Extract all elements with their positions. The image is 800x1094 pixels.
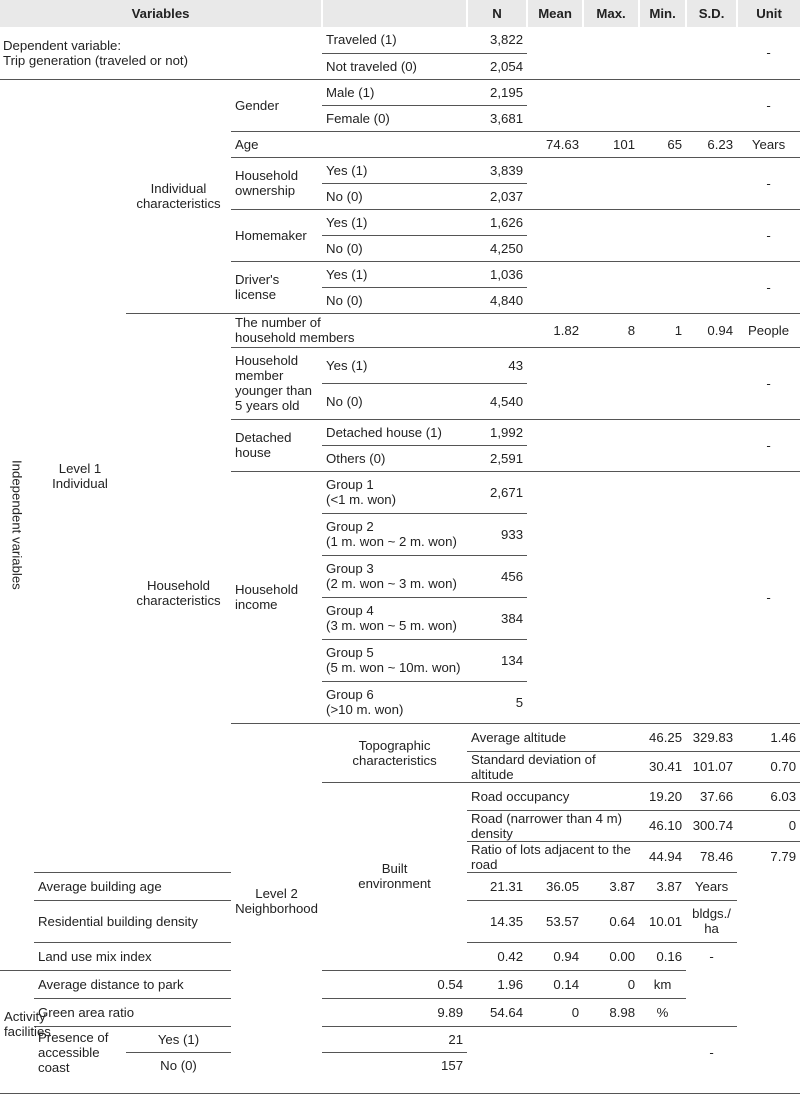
table-row	[0, 27, 800, 53]
unit-cell: -	[737, 471, 800, 723]
table-row	[0, 79, 800, 105]
max-cell: 101.07	[686, 751, 737, 782]
header-row	[0, 0, 800, 27]
category-cell: No (0)	[322, 287, 467, 313]
header-mean: Mean	[527, 0, 583, 27]
dependent-label: Dependent variable: Trip generation (traveled or not)	[3, 37, 188, 68]
ownership-label: Household ownership	[231, 157, 322, 209]
n-cell: 2,195	[467, 79, 527, 105]
n-cell: 3,681	[467, 105, 527, 131]
max-cell: 329.83	[686, 723, 737, 751]
built-environment-label: Built environment	[322, 782, 467, 970]
mean-cell: 44.94	[639, 841, 686, 872]
mean-cell: 74.63	[527, 131, 583, 157]
unit-cell: People	[737, 313, 800, 347]
n-cell: 21	[322, 1026, 467, 1052]
header-variables: Variables	[0, 0, 322, 27]
max-cell: 36.05	[527, 872, 583, 900]
narrow-road-density-label: Road (narrower than 4 m) density	[467, 810, 639, 841]
level1-label: Level 1 Individual	[34, 79, 126, 872]
green-area-label: Green area ratio	[34, 998, 322, 1026]
header-max: Max.	[583, 0, 639, 27]
min-cell: 0.70	[737, 751, 800, 782]
sd-cell: 0.16	[639, 942, 686, 970]
n-cell: 2,671	[467, 471, 527, 513]
category-cell: Group 4 (3 m. won ~ 5 m. won)	[322, 597, 467, 639]
unit-cell: -	[737, 209, 800, 261]
income-label: Household income	[231, 471, 322, 723]
category-cell: Traveled (1)	[326, 32, 397, 48]
unit-cell: bldgs./ ha	[686, 900, 737, 942]
category-cell: No (0)	[322, 383, 467, 419]
max-cell: 0.94	[527, 942, 583, 970]
mean-cell: 9.89	[322, 998, 467, 1026]
mean-cell: 46.10	[639, 810, 686, 841]
n-cell: 3,839	[467, 157, 527, 183]
unit-cell: -	[737, 79, 800, 131]
min-cell: 0	[527, 998, 583, 1026]
category-cell: Not traveled (0)	[322, 53, 467, 79]
table-row	[0, 1026, 800, 1052]
sd-cell: 3.87	[639, 872, 686, 900]
mean-cell: 0.42	[467, 942, 527, 970]
sd-cell: 0	[583, 970, 639, 998]
category-cell: Yes (1)	[322, 347, 467, 383]
n-cell: 2,054	[467, 53, 527, 79]
average-altitude-label: Average altitude	[467, 723, 639, 751]
sd-cell: 0.94	[686, 313, 737, 347]
category-cell: Yes (1)	[322, 157, 467, 183]
lots-ratio-label: Ratio of lots adjacent to the road	[467, 841, 639, 872]
mean-cell: 30.41	[639, 751, 686, 782]
category-cell: No (0)	[126, 1052, 231, 1078]
land-use-mix-label: Land use mix index	[34, 942, 322, 970]
category-cell: Yes (1)	[322, 209, 467, 235]
unit-cell: -	[737, 261, 800, 313]
young-member-label: Household member younger than 5 years old	[231, 347, 322, 419]
max-cell: 53.57	[527, 900, 583, 942]
n-cell: 4,250	[467, 235, 527, 261]
min-cell: 3.87	[583, 872, 639, 900]
n-cell: 4,540	[467, 383, 527, 419]
min-cell: 7.79	[737, 841, 800, 872]
n-cell: 4,840	[467, 287, 527, 313]
category-cell: Group 5 (5 m. won ~ 10m. won)	[322, 639, 467, 681]
category-cell: No (0)	[322, 235, 467, 261]
mean-cell: 21.31	[467, 872, 527, 900]
header-sd: S.D.	[686, 0, 737, 27]
mean-cell: 19.20	[639, 782, 686, 810]
header-blank	[322, 0, 467, 27]
unit-cell: -	[686, 942, 737, 970]
unit-cell: Years	[737, 131, 800, 157]
max-cell: 101	[583, 131, 639, 157]
individual-characteristics-label: Individual characteristics	[126, 79, 231, 313]
category-cell: Male (1)	[322, 79, 467, 105]
max-cell: 1.96	[467, 970, 527, 998]
detached-house-label: Detached house	[231, 419, 322, 471]
sd-cell: 6.23	[686, 131, 737, 157]
homemaker-label: Homemaker	[231, 209, 322, 261]
unit-cell: %	[639, 998, 686, 1026]
sd-cell: 8.98	[583, 998, 639, 1026]
table-row	[0, 998, 800, 1026]
n-cell: 1,992	[467, 419, 527, 445]
category-cell: Yes (1)	[126, 1026, 231, 1052]
activity-facilities-label: Activity facilities	[0, 970, 34, 1078]
n-cell: 157	[322, 1052, 467, 1078]
header-unit: Unit	[737, 0, 800, 27]
n-cell: 3,822	[490, 32, 524, 48]
min-cell: 0	[737, 810, 800, 841]
min-cell: 0.00	[583, 942, 639, 970]
n-cell: 2,591	[467, 445, 527, 471]
n-cell: 2,037	[467, 183, 527, 209]
unit-cell: -	[737, 347, 800, 419]
n-cell: 43	[467, 347, 527, 383]
max-cell: 54.64	[467, 998, 527, 1026]
unit-cell: -	[737, 419, 800, 471]
age-label: Age	[231, 131, 527, 157]
mean-cell: 1.82	[527, 313, 583, 347]
n-cell: 134	[467, 639, 527, 681]
unit-cell: km	[639, 970, 686, 998]
category-cell: Group 2 (1 m. won ~ 2 m. won)	[322, 513, 467, 555]
min-cell: 65	[639, 131, 686, 157]
header-n: N	[467, 0, 527, 27]
topographic-label: Topographic characteristics	[322, 723, 467, 782]
license-label: Driver's license	[231, 261, 322, 313]
household-characteristics-label: Household characteristics	[126, 313, 231, 872]
max-cell: 37.66	[686, 782, 737, 810]
mean-cell: 46.25	[639, 723, 686, 751]
unit-cell: -	[737, 157, 800, 209]
max-cell: 8	[583, 313, 639, 347]
level2-label: Level 2 Neighborhood	[231, 723, 322, 1078]
unit-cell: -	[766, 45, 771, 61]
n-cell: 1,626	[467, 209, 527, 235]
min-cell: 1	[639, 313, 686, 347]
min-cell: 1.46	[737, 723, 800, 751]
n-cell: 384	[467, 597, 527, 639]
mean-cell: 0.54	[322, 970, 467, 998]
altitude-sd-label: Standard deviation of altitude	[467, 751, 639, 782]
category-cell: Detached house (1)	[322, 419, 467, 445]
sd-cell: 10.01	[639, 900, 686, 942]
min-cell: 6.03	[737, 782, 800, 810]
category-cell: Others (0)	[322, 445, 467, 471]
n-cell: 933	[467, 513, 527, 555]
independent-variables-label: Independent variables	[0, 79, 34, 970]
unit-cell: -	[686, 1026, 737, 1078]
category-cell: Yes (1)	[322, 261, 467, 287]
mean-cell: 14.35	[467, 900, 527, 942]
category-cell: Group 6 (>10 m. won)	[322, 681, 467, 723]
gender-label: Gender	[231, 79, 322, 131]
min-cell: 0.64	[583, 900, 639, 942]
residential-density-label: Residential building density	[34, 900, 322, 942]
unit-cell: Years	[686, 872, 737, 900]
category-cell: Group 3 (2 m. won ~ 3 m. won)	[322, 555, 467, 597]
n-cell: 5	[467, 681, 527, 723]
category-cell: Female (0)	[322, 105, 467, 131]
max-cell: 300.74	[686, 810, 737, 841]
road-occupancy-label: Road occupancy	[467, 782, 639, 810]
category-cell: No (0)	[322, 183, 467, 209]
min-cell: 0.14	[527, 970, 583, 998]
park-distance-label: Average distance to park	[34, 970, 322, 998]
building-age-label: Average building age	[34, 872, 322, 900]
max-cell: 78.46	[686, 841, 737, 872]
n-cell: 456	[467, 555, 527, 597]
header-min: Min.	[639, 0, 686, 27]
members-label: The number of household members	[231, 313, 527, 347]
category-cell: Group 1 (<1 m. won)	[322, 471, 467, 513]
coast-label: Presence of accessible coast	[34, 1026, 126, 1078]
table-row	[0, 970, 800, 998]
n-cell: 1,036	[467, 261, 527, 287]
